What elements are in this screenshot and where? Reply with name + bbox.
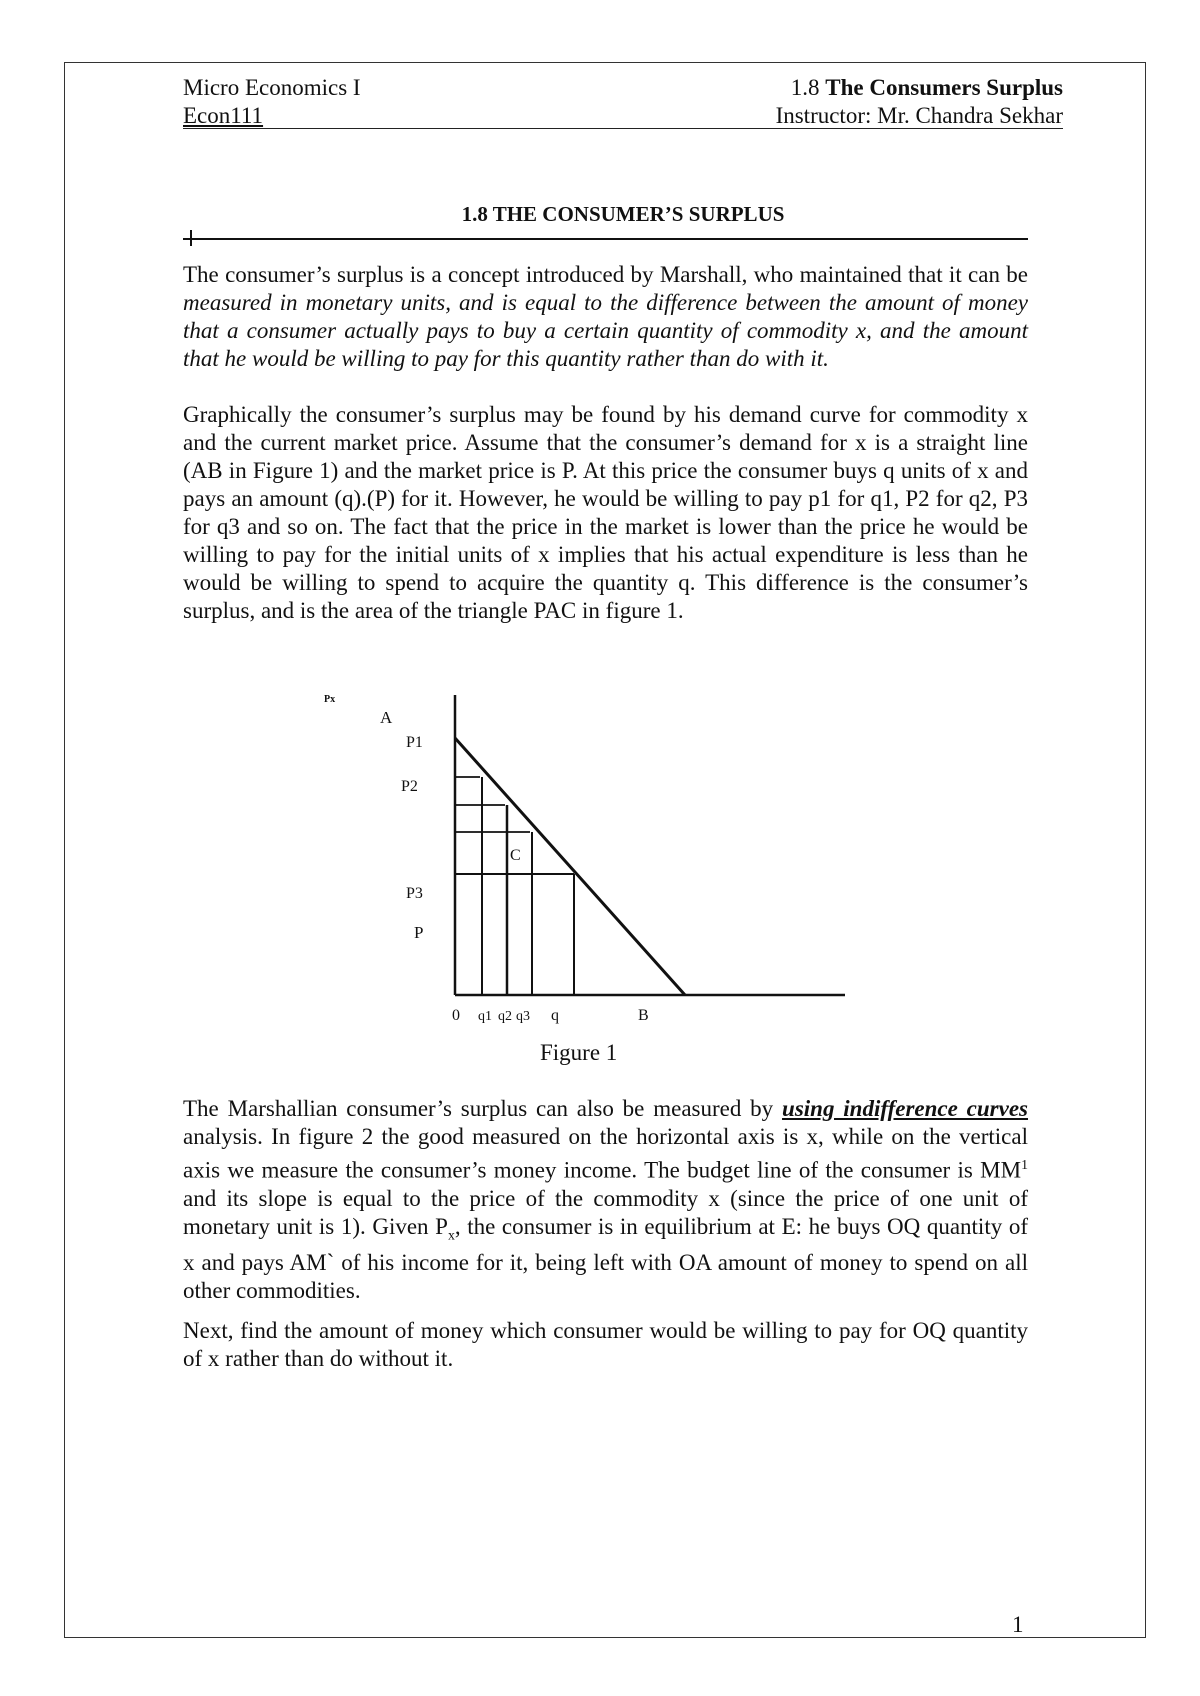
- title-rule: [183, 238, 1028, 240]
- indiff-text-1: The Marshallian consumer’s surplus can also be measured by: [183, 1096, 783, 1121]
- figure-caption: Figure 1: [540, 1040, 618, 1065]
- label-q3: q3: [516, 1009, 530, 1024]
- indiff-text-2: analysis. In figure 2 the good measured on the horizontal axis is x, while on the vertical axis we measure the consumer’s money income. The budget line of the consumer is MM: [183, 1124, 1028, 1183]
- indiff-text-3: and its slope is equal to the price of the commodity x (since the price of one unit of monetary unit is 1). Given P: [183, 1185, 1028, 1239]
- course-code: Econ111: [183, 103, 264, 128]
- label-q: q: [551, 1007, 559, 1024]
- indiff-bold-italic: using indifference curves: [782, 1096, 1029, 1121]
- label-origin: 0: [452, 1007, 460, 1024]
- label-p2: P2: [401, 778, 418, 795]
- indiff-text-4: , the consumer is in equilibrium at E: he buys OQ quantity of x and pays AM` of his income for it, being left with OA amount of money to spend on all other commodities.: [183, 1213, 1028, 1304]
- label-c: C: [510, 847, 521, 864]
- course-name: Micro Economics I: [183, 75, 361, 100]
- label-q1: q1: [478, 1009, 492, 1024]
- instructor: Instructor: Mr. Chandra Sekhar: [775, 103, 1063, 128]
- paragraph-next: Next, find the amount of money which consumer would be willing to pay for OQ quantity of x rather than do without it.: [183, 1318, 1028, 1371]
- label-px: Px: [324, 694, 336, 705]
- paragraph-graphical: Graphically the consumer’s surplus may be found by his demand curve for commodity x and the current market price. Assume that the consumer’s demand for x is a straight line (AB in Figure 1) and the market price is P. At this price the consumer buys q units of x and pays an amount (q).(P) for it. However, he would be willing to pay p1 for q1, P2 for q2, P3 for q3 and so on. The fact that the price in the market is lower than the price he would be willing to pay for the initial units of x implies that his actual expenditure is less than he would be willing to spend to acquire the quantity q. This difference is the consumer’s surplus, and is the area of the triangle PAC in figure 1.: [183, 402, 1028, 623]
- label-p3: P3: [406, 885, 423, 902]
- paragraph-indifference: [183, 1095, 1028, 1305]
- section-number: 1.8: [790, 75, 826, 100]
- label-a: A: [380, 708, 393, 727]
- label-p: P: [414, 923, 424, 942]
- indiff-subscript: x: [447, 1227, 455, 1243]
- indiff-bold: [782, 1096, 1028, 1121]
- definition-plain: The consumer’s surplus is a concept introduced by Marshall, who maintained that it can be: [183, 262, 1028, 287]
- indiff-superscript: 1: [1021, 1157, 1028, 1172]
- demand-line-ab: [455, 738, 685, 995]
- section-title: The Consumers Surplus: [825, 75, 1063, 100]
- paragraph-definition: [183, 261, 1028, 373]
- label-q2: q2: [498, 1009, 512, 1024]
- title-rule-tick: [190, 230, 192, 246]
- definition-italic: measured in monetary units, and is equal to the difference between the amount of money that a consumer actually pays to buy a certain quantity of commodity x, and the amount that he would be willing to pay for this quantity rather than do with it.: [183, 290, 1028, 371]
- label-b: B: [638, 1007, 649, 1024]
- section-heading: [791, 74, 1063, 102]
- figure-1-demand-diagram: [300, 680, 860, 1040]
- label-p1: P1: [406, 734, 423, 751]
- page-number: 1: [1012, 1612, 1024, 1637]
- header-rule: [183, 128, 1063, 129]
- page-title: 1.8 THE CONSUMER’S SURPLUS: [461, 202, 785, 226]
